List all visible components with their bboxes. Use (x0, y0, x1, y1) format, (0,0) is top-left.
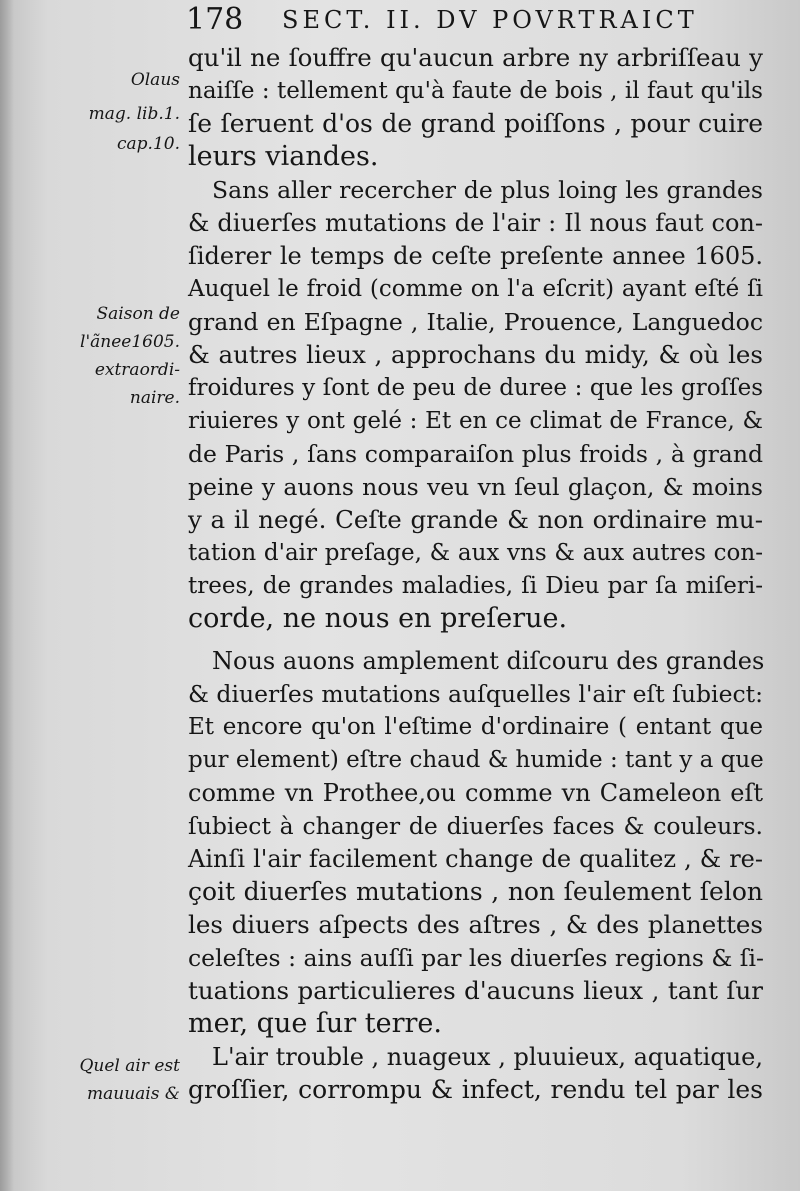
margin-note-line: mag. lib.1. (88, 104, 180, 124)
body-line: froidures y ſont de peu de duree : que les groſſes (188, 375, 763, 401)
gutter-shadow (0, 0, 14, 1191)
body-line: çoit diuerſes mutations , non ſeulement ſelon (188, 877, 763, 906)
body-line: Nous auons amplement diſcouru des grandes (212, 647, 765, 675)
page-number: 178 (186, 2, 244, 37)
body-line: & diuerſes mutations auſquelles l'air eſt ſubiect: (188, 680, 763, 708)
body-line: qu'il ne ſouffre qu'aucun arbre ny arbriſſeau y (188, 43, 763, 72)
body-line: corde, ne nous en preſerue. (188, 603, 568, 634)
body-line: ſiderer le temps de ceſte preſente annee 1605. (188, 242, 763, 270)
body-line: peine y auons nous veu vn ſeul glaçon, & moins (188, 473, 763, 501)
body-line: L'air trouble , nuageux , pluuieux, aquatique, (212, 1043, 763, 1071)
margin-note-line: Olaus (130, 70, 180, 90)
body-line: tuations particulieres d'aucuns lieux , tant ſur (188, 976, 763, 1005)
margin-note-line: Saison de (96, 304, 180, 324)
body-line: tation d'air preſage, & aux vns & aux autres con- (188, 540, 763, 566)
margin-note-line: naire. (129, 388, 180, 408)
body-line: de Paris , ſans comparaiſon plus froids , à grand (188, 440, 763, 468)
body-line: groſſier, corrompu & infect, rendu tel par les (188, 1075, 763, 1104)
body-line: les diuers aſpects des aſtres , & des planettes (188, 910, 763, 939)
body-line: comme vn Prothee,ou comme vn Cameleon eſt (188, 779, 763, 807)
body-line: & autres lieux , approchans du midy, & où les (188, 340, 763, 369)
body-line: ſubiect à changer de diuerſes faces & couleurs. (188, 812, 763, 840)
body-line: Sans aller recercher de plus loing les grandes (212, 176, 763, 204)
margin-note-line: extraordi- (94, 360, 180, 380)
body-line: leurs viandes. (188, 141, 379, 172)
body-line: Et encore qu'on l'eſtime d'ordinaire ( entant que (188, 714, 763, 740)
body-line: Auquel le froid (comme on l'a eſcrit) ayant eſté ſi (188, 276, 763, 302)
body-line: & diuerſes mutations de l'air : Il nous faut con- (188, 209, 763, 237)
body-line: pur element) eſtre chaud & humide : tant y a que (188, 747, 764, 773)
body-line: y a il negé. Ceſte grande & non ordinaire mu- (188, 505, 763, 534)
body-line: ſe ſeruent d'os de grand poiſſons , pour cuire (188, 109, 763, 138)
body-line: naiſſe : tellement qu'à faute de bois , il faut qu'ils (188, 78, 763, 104)
margin-note-line: cap.10. (117, 134, 180, 154)
body-line: mer, que ſur terre. (188, 1008, 442, 1039)
page-header (186, 2, 726, 38)
body-line: celeſtes : ains auſſi par les diuerſes regions & ſi- (188, 944, 764, 972)
margin-note-line: l'ãnee1605. (80, 332, 180, 352)
running-head: SECT. II. DV POVRTRAICT (282, 6, 698, 34)
margin-note-line: mauuais & (87, 1084, 180, 1104)
margin-note-line: Quel air est (79, 1056, 180, 1076)
body-line: Ainſi l'air facilement change de qualitez , & re- (188, 845, 763, 873)
body-line: grand en Eſpagne , Italie, Prouence, Languedoc (188, 308, 763, 336)
body-line: trees, de grandes maladies, ſi Dieu par ſa miſeri- (188, 573, 763, 599)
body-line: riuieres y ont gelé : Et en ce climat de France, & (188, 408, 763, 434)
